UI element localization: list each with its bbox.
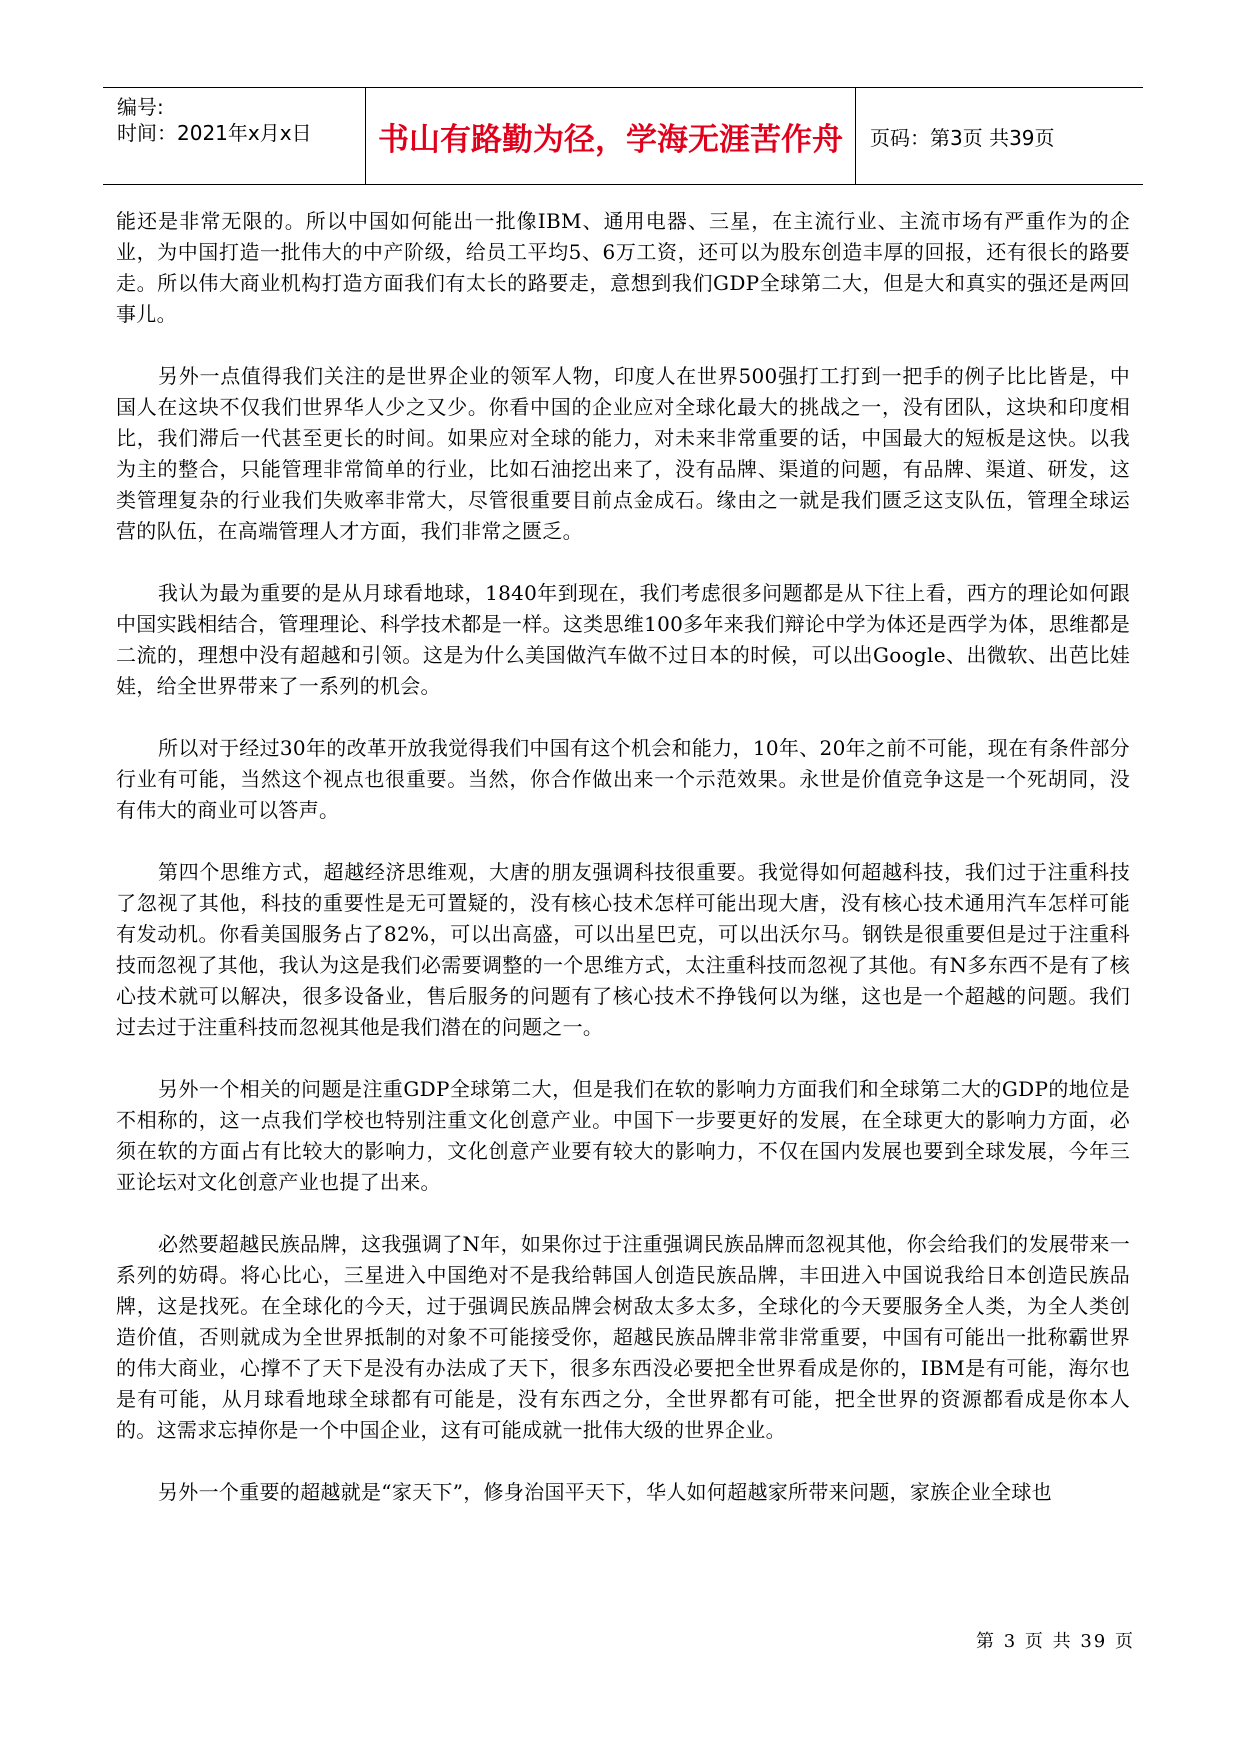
paragraph: 我认为最为重要的是从月球看地球，1840年到现在，我们考虑很多问题都是从下往上看，西方的理论如何跟中国实践相结合，管理理论、科学技术都是一样。这类思维100多年来我们辩论中学为体还是西学为体，思维都是二流的，理想中没有超越和引领。这是为什么美国做汽车做不过日本的时候，可以出Google、出微软、出芭比娃娃，给全世界带来了一系列的机会。: [116, 581, 1130, 698]
document-body: [116, 206, 1130, 1539]
paragraph: 另外一个重要的超越就是“家天下”，修身治国平天下，华人如何超越家所带来问题，家族企业全球也: [158, 1480, 1052, 1504]
paragraph: 另外一个相关的问题是注重GDP全球第二大，但是我们在软的影响力方面我们和全球第二大的GDP的地位是不相称的，这一点我们学校也特别注重文化创意产业。中国下一步要更好的发展，在全球更大的影响力方面，必须在软的方面占有比较大的影响力，文化创意产业要有较大的影响力，不仅在国内发展也要到全球发展，今年三亚论坛对文化创意产业也提了出来。: [116, 1077, 1130, 1194]
time-label: 时间：2021年x月x日: [117, 121, 312, 145]
paragraph: 能还是非常无限的。所以中国如何能出一批像IBM、通用电器、三星，在主流行业、主流市场有严重作为的企业，为中国打造一批伟大的中产阶级，给员工平均5、6万工资，还可以为股东创造丰厚的回报，还有很长的路要走。所以伟大商业机构打造方面我们有太长的路要走，意想到我们GDP全球第二大，但是大和真实的强还是两回事儿。: [116, 209, 1130, 326]
page-header: [103, 87, 1143, 185]
number-label: 编号:: [117, 95, 164, 119]
header-page-label: 页码：第3页 共39页: [870, 125, 1055, 150]
paragraph: 必然要超越民族品牌，这我强调了N年，如果你过于注重强调民族品牌而忽视其他，你会给我们的发展带来一系列的妨碍。将心比心，三星进入中国绝对不是我给韩国人创造民族品牌，丰田进入中国说我给日本创造民族品牌，这是找死。在全球化的今天，过于强调民族品牌会树敌太多太多，全球化的今天要服务全人类，为全人类创造价值，否则就成为全世界抵制的对象不可能接受你，超越民族品牌非常非常重要，中国有可能出一批称霸世界的伟大商业，心撑不了天下是没有办法成了天下，很多东西没必要把全世界看成是你的，IBM是有可能，海尔也是有可能，从月球看地球全球都有可能是，没有东西之分，全世界都有可能，把全世界的资源都看成是你本人的。这需求忘掉你是一个中国企业，这有可能成就一批伟大级的世界企业。: [116, 1232, 1130, 1442]
paragraph: 第四个思维方式，超越经济思维观，大唐的朋友强调科技很重要。我觉得如何超越科技，我们过于注重科技了忽视了其他，科技的重要性是无可置疑的，没有核心技术怎样可能出现大唐，没有核心技术通用汽车怎样可能有发动机。你看美国服务占了82%，可以出高盛，可以出星巴克，可以出沃尔马。钢铁是很重要但是过于注重科技而忽视了其他，我认为这是我们必需要调整的一个思维方式，太注重科技而忽视了其他。有N多东西不是有了核心技术就可以解决，很多设备业，售后服务的问题有了核心技术不挣钱何以为继，这也是一个超越的问题。我们过去过于注重科技而忽视其他是我们潜在的问题之一。: [116, 860, 1130, 1039]
header-meta: [103, 88, 366, 184]
paragraph: 所以对于经过30年的改革开放我觉得我们中国有这个机会和能力，10年、20年之前不可能，现在有条件部分行业有可能，当然这个视点也很重要。当然，你合作做出来一个示范效果。永世是价值竞争这是一个死胡同，没有伟大的商业可以答声。: [116, 736, 1130, 822]
header-motto: 书山有路勤为径，学海无涯苦作舟: [366, 88, 856, 184]
page-footer: 第 3 页 共 39 页: [976, 1631, 1135, 1652]
paragraph: 另外一点值得我们关注的是世界企业的领军人物，印度人在世界500强打工打到一把手的例子比比皆是，中国人在这块不仅我们世界华人少之又少。你看中国的企业应对全球化最大的挑战之一，没有团队，这块和印度相比，我们滞后一代甚至更长的时间。如果应对全球的能力，对未来非常重要的话，中国最大的短板是这快。以我为主的整合，只能管理非常简单的行业，比如石油挖出来了，没有品牌、渠道的问题，有品牌、渠道、研发，这类管理复杂的行业我们失败率非常大，尽管很重要目前点金成石。缘由之一就是我们匮乏这支队伍，管理全球运营的队伍，在高端管理人才方面，我们非常之匮乏。: [116, 364, 1130, 543]
